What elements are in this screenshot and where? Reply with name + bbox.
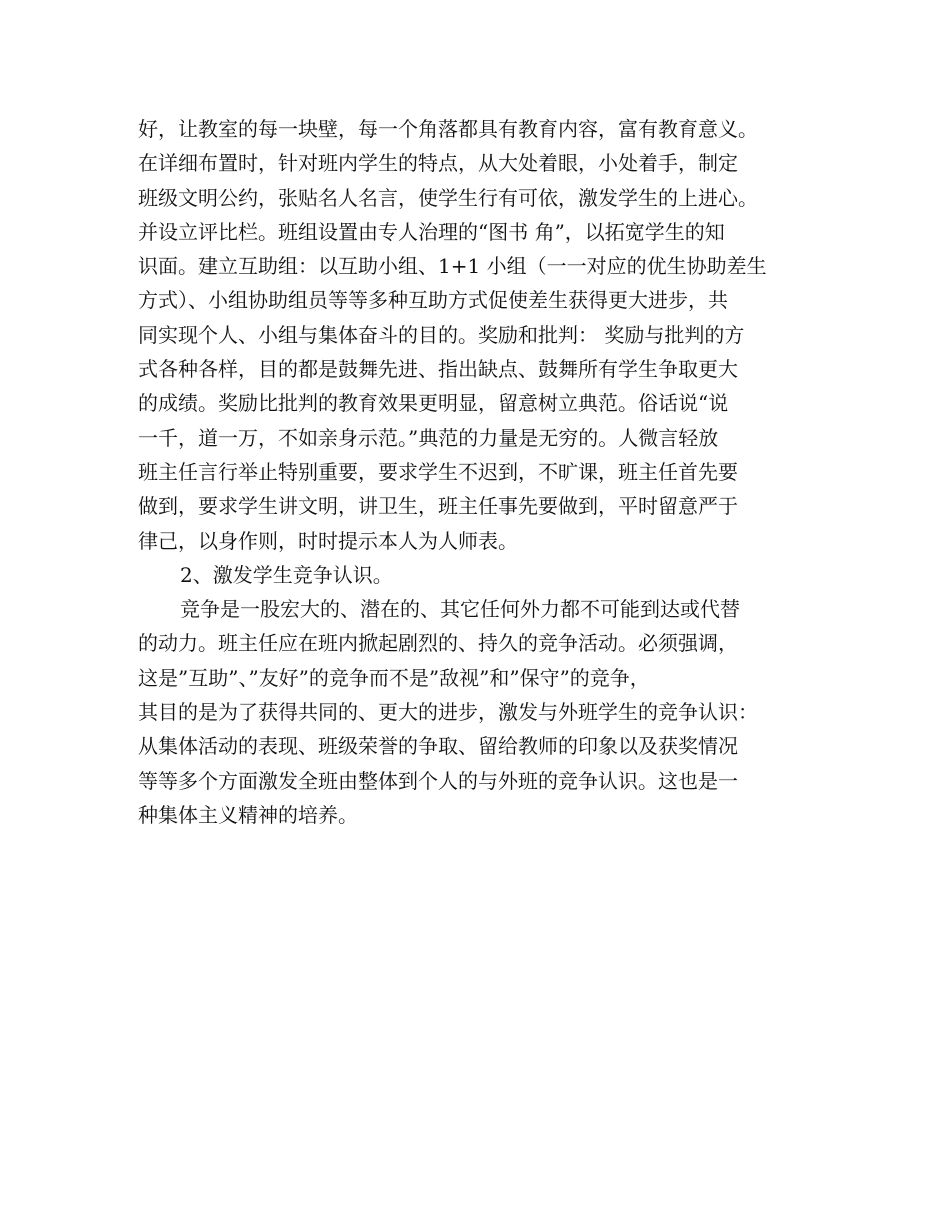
text-line: 并设立评比栏。班组设置由专人治理的“图书 角”，以拓宽学生的知 (138, 219, 725, 244)
text-line: 方式）、小组协助组员等等多种互助方式促使差生获得更大进步，共 (138, 288, 728, 313)
text-line: 的成绩。奖励比批判的教育效果更明显，留意树立典范。俗话说“说 (138, 391, 729, 416)
text-line: 班主任言行举止特别重要，要求学生不迟到，不旷课，班主任首先要 (138, 459, 738, 484)
text-line: 律己，以身作则，时时提示本人为人师表。 (138, 528, 518, 553)
text-line: 等等多个方面激发全班由整体到个人的与外班的竞争认识。这也是一 (138, 768, 738, 793)
text-line: 好，让教室的每一块壁，每一个角落都具有教育内容，富有教育意义。 (138, 117, 758, 141)
paragraph-start-line: 竞争是一股宏大的、潜在的、其它任何外力都不可能到达或代替 (180, 597, 740, 622)
section-heading: 2、激发学生竞争认识。 (180, 562, 393, 587)
text-line: 种集体主义精神的培养。 (138, 802, 358, 827)
body-text (138, 112, 828, 832)
text-line: 识面。建立互助组：以互助小组、1+1 小组（一一对应的优生协助差生 (138, 254, 767, 279)
text-line: 的动力。班主任应在班内掀起剧烈的、持久的竞争活动。必须强调， (138, 631, 738, 656)
text-line: 从集体活动的表现、班级荣誉的争取、留给教师的印象以及获奖情况 (138, 734, 738, 759)
text-line: 一千，道一万，不如亲身示范。”典范的力量是无穷的。人微言轻放 (138, 425, 719, 450)
text-line: 同实现个人、小组与集体奋斗的目的。奖励和批判： 奖励与批判的方 (138, 322, 745, 347)
text-line: 做到，要求学生讲文明，讲卫生，班主任事先要做到，平时留意严于 (138, 494, 738, 519)
text-line: 在详细布置时，针对班内学生的特点，从大处着眼，小处着手，制定 (138, 151, 738, 176)
text-line: 班级文明公约，张贴名人名言，使学生行有可依，激发学生的上进心。 (138, 185, 758, 210)
text-line: 其目的是为了获得共同的、更大的进步，激发与外班学生的竞争认识： (138, 700, 758, 725)
text-line: 这是”互助”、”友好”的竞争而不是”敌视”和”保守”的竞争， (138, 665, 650, 690)
text-line: 式各种各样，目的都是鼓舞先进、指出缺点、鼓舞所有学生争取更大 (138, 357, 738, 382)
